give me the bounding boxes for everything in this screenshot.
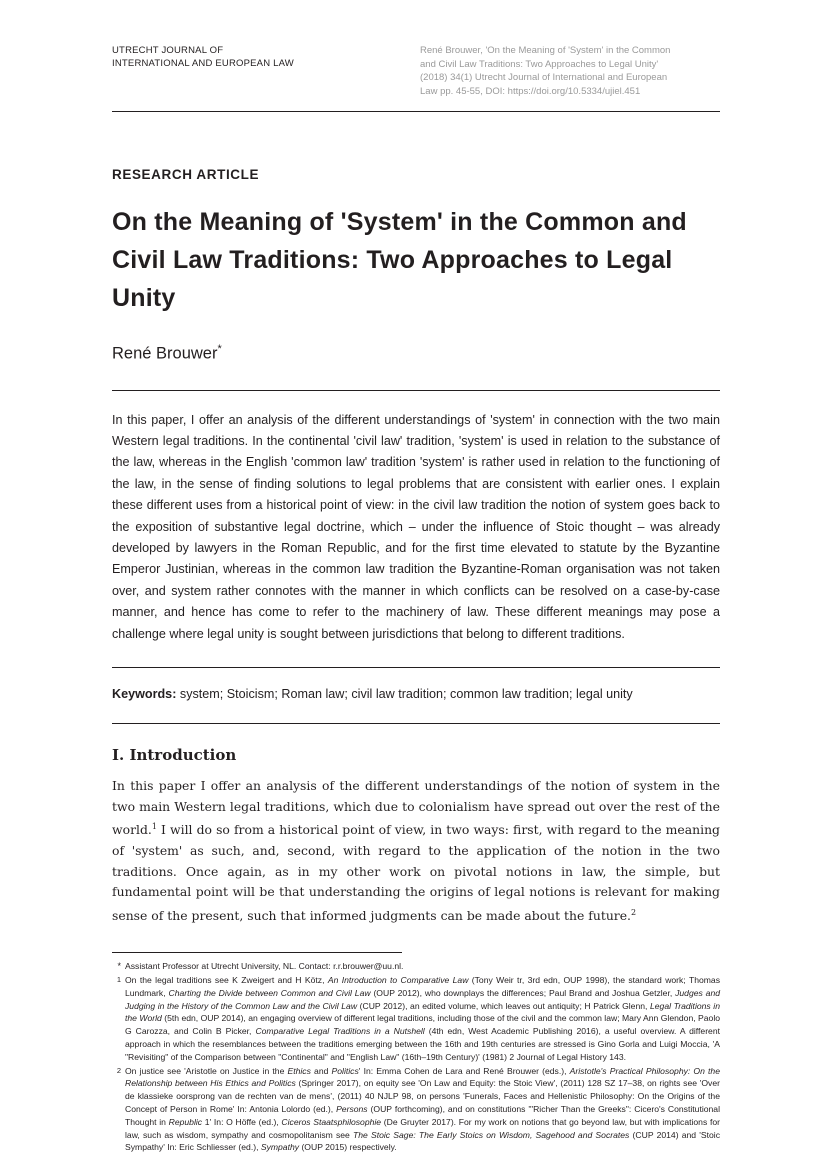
footnote-text: On the legal traditions see K Zweigert and H Kötz, An Introduction to Comparative Law (Tony Weir tr, 3rd edn, OUP 1998), the standard work; Thomas Lundmark, Charting the Divide between Common and Civil Law (OUP 2012), who downplays the differences; Paul Brand and Joshua Getzler, Judges and Judging in the History of the Common Law and the Civil Law (CUP 2012), an edited volume, which leaves out antiquity; H Patrick Glenn, Legal Traditions in the World (5th edn, OUP 2014), an engaging overview of different legal traditions, including those of the civil and the common law; Mary Ann Glendon, Paolo G Carozza, and Colin B Picker, Comparative Legal Traditions in a Nutshell (4th edn, West Academic Publishing 2016), a useful overview. A different approach in which the resemblances between the traditions emerging between the 16th and 19th centuries are stressed is Gino Gorla and Luigi Moccia, 'A "Revisiting" of the Comparison between "Continental" and "English Law" (16th–19th Century)' (1981) 2 Journal of Legal History 143. [125,974,721,1062]
section-heading-introduction: I. Introduction [112,745,237,764]
citation-line-2: and Civil Law Traditions: Two Approaches to Legal Unity' [420,58,659,70]
footnotes-block [112,960,720,1154]
author-footnote-marker[interactable]: * [217,343,222,355]
page-title: On the Meaning of 'System' in the Common and Civil Law Traditions: Two Approaches to Legal Unity [112,208,687,312]
keywords-label: Keywords: [112,686,177,701]
citation-block [420,44,720,98]
abstract-bottom-divider [112,667,720,668]
keywords-line [112,685,720,704]
footnote-marker: 1 [116,974,121,984]
header-divider [112,111,720,112]
citation-doi-line[interactable]: Law pp. 45-55, DOI: https://doi.org/10.5334/ujiel.451 [420,85,641,97]
journal-name [112,44,402,70]
footnote-marker: * [117,961,121,972]
journal-name-line1: UTRECHT JOURNAL OF [112,45,224,56]
footnote-item [112,960,720,973]
section-paragraph-introduction: In this paper I offer an analysis of the different understandings of the notion of system in the two main Western legal traditions, which due to colonialism have spread out over the rest of the world.$^1$ I will do so from a historical point of view, in two ways: first, with regard to the meaning of 'system' as such, and, second, with regard to the application of the notion in the two traditions. Once again, as in my other work on pivotal notions in law, the simple, but fundamental point will be that understanding the origins of legal notions is relevant for making sense of the present, such that informed judgments can be made about the future.$^2$ [112,778,720,923]
footnote-ref-2[interactable]: 2 [631,907,637,917]
footnote-marker: 2 [116,1065,121,1075]
footnote-text: Assistant Professor at Utrecht University, NL. Contact: r.r.brouwer@uu.nl. [125,961,404,972]
keywords-bottom-divider [112,723,720,724]
citation-line-3: (2018) 34(1) Utrecht Journal of International and European [420,72,668,83]
article-type-label: RESEARCH ARTICLE [112,167,260,182]
author-name-text: René Brouwer [112,344,218,363]
keywords-value: system; Stoicism; Roman law; civil law tradition; common law tradition; legal unity [179,686,633,701]
footnote-divider [112,952,402,953]
abstract-text: In this paper, I offer an analysis of the different understandings of 'system' in connection with the two main Western legal traditions. In the continental 'civil law' tradition, 'system' is used in relation to the substance of the law, whereas in the English 'common law' tradition 'system' is rather used in relation to the functioning of the law, in the sense of finding solutions to legal problems that are consistent with earlier ones. I explain these different uses from a historical point of view: in the civil law tradition the notion of system goes back to the exposition of substantive legal doctrine, which – under the influence of Stoic thought – was already developed by lawyers in the Roman Republic, and for the first time elevated to statute by the Byzantine Emperor Justinian, whereas in the common law tradition the Byzantine-Roman organisation was not taken over, and system rather connotes with the manner in which conflicts can be resolved on a case-by-case manner, and hence has come to refer to the machinery of law. These different meanings may pose a challenge where legal unity is sought between jurisdictions that belong to different traditions. [112,412,720,641]
footnote-item [112,974,720,1064]
footnote-item [112,1065,720,1155]
author-name [112,343,720,364]
abstract-top-divider [112,390,720,391]
footnote-ref-1[interactable]: 1 [151,822,157,832]
citation-line-1: René Brouwer, 'On the Meaning of 'System' in the Common [420,45,671,56]
footnote-text: On justice see 'Aristotle on Justice in the Ethics and Politics' In: Emma Cohen de Lara and René Brouwer (eds.), Aristotle's Practical Philosophy: On the Relationship between His Ethics and Politics (Springer 2017), on equity see 'On Law and Equity: the Stoic View', (2011) 128 SZ 17–38, on rights see 'Over de klassieke oorsprong van de rechten van de mens', (2011) 40 NJLP 98, on persons 'Funerals, Faces and Hellenistic Philosophy: On the Origins of the Concept of Person in Rome' In: Antonia Lolordo (ed.), Persons (OUP forthcoming), and on constitutions '"Richer Than the Greeks": Cicero's Constitutional Thought in Republic 1' In: O Höffe (ed.), Ciceros Staatsphilosophie (De Gruyter 2017). For my work on notions that go beyond law, but with implications for law, such as wisdom, sympathy and cosmopolitanism see The Stoic Sage: The Early Stoics on Wisdom, Sagehood and Socrates (CUP 2014) and 'Stoic Sympathy' In: Eric Schliesser (ed.), Sympathy (OUP 2015) respectively. [125,1065,721,1153]
journal-name-line2: INTERNATIONAL AND EUROPEAN LAW [112,58,294,69]
running-head [112,40,720,98]
